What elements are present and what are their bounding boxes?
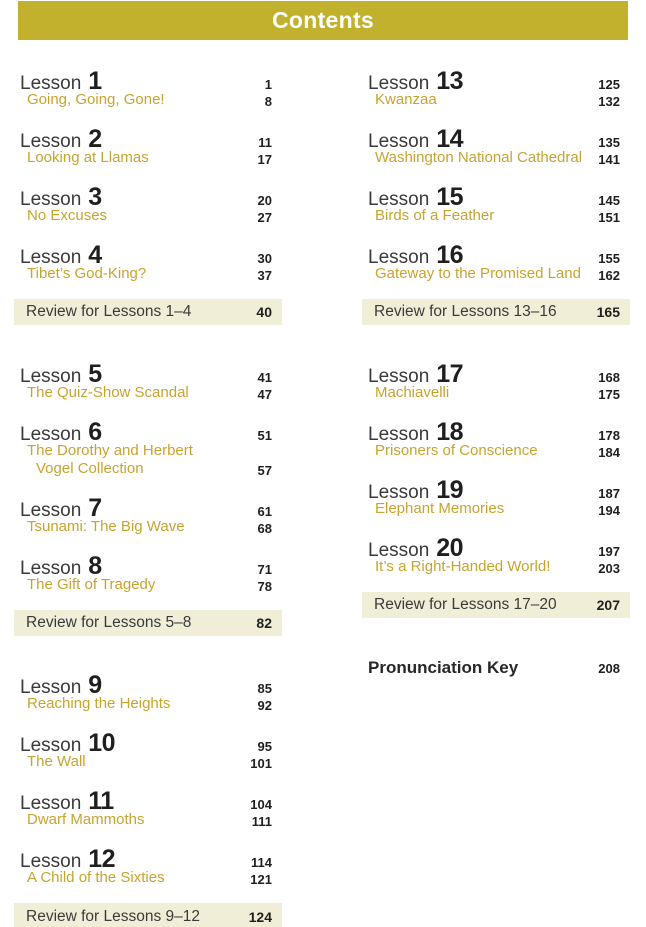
lesson-start-page: 135 <box>598 135 620 150</box>
lesson-title: Kwanzaa <box>375 91 437 108</box>
lesson-title-page: 141 <box>598 152 620 167</box>
lesson-start-page: 197 <box>598 544 620 559</box>
review-bar-lessons-5-8 <box>14 610 282 636</box>
lesson-title-row <box>368 207 620 225</box>
lesson-number: 1 <box>88 67 102 95</box>
lesson-heading-row <box>368 534 620 562</box>
lesson-label: Lesson <box>20 677 82 698</box>
lesson-heading-row <box>20 125 272 153</box>
lesson-label: Lesson <box>20 793 82 814</box>
lesson-label: Lesson <box>20 500 82 521</box>
lesson-title <box>27 442 193 478</box>
lesson-title-row <box>368 384 620 402</box>
lesson-entry-8 <box>14 552 282 594</box>
lesson-heading-row <box>20 552 272 580</box>
lesson-number: 17 <box>436 360 464 388</box>
lesson-entry-12 <box>14 845 282 887</box>
lesson-title: Machiavelli <box>375 384 450 401</box>
lesson-number: 5 <box>88 360 102 388</box>
lesson-entry-6 <box>14 418 282 478</box>
lesson-start-page: 30 <box>257 251 272 266</box>
lesson-entry-19 <box>362 476 630 518</box>
lesson-title-row <box>20 753 272 771</box>
lesson-heading-row <box>20 494 272 522</box>
lesson-number: 15 <box>436 183 464 211</box>
lesson-start-page: 20 <box>257 193 272 208</box>
lesson-number: 18 <box>436 418 464 446</box>
lesson-title-page: 57 <box>257 463 272 478</box>
lesson-label: Lesson <box>368 366 430 387</box>
lesson-number: 20 <box>436 534 464 562</box>
lesson-entry-14 <box>362 125 630 167</box>
lesson-title: Prisoners of Conscience <box>375 442 538 459</box>
lesson-start-page: 11 <box>258 135 272 150</box>
lesson-start-page: 114 <box>251 855 272 870</box>
lesson-number: 16 <box>436 241 464 269</box>
lesson-label: Lesson <box>20 189 82 210</box>
lesson-title: A Child of the Sixties <box>27 869 165 886</box>
pronunciation-key-row <box>362 658 630 678</box>
lesson-heading-row <box>20 67 272 95</box>
review-label: Review for Lessons 9–12 <box>26 907 201 925</box>
review-page: 165 <box>596 304 620 320</box>
lesson-heading-row <box>368 476 620 504</box>
lesson-entry-9 <box>14 671 282 713</box>
lesson-label: Lesson <box>20 735 82 756</box>
lesson-number: 8 <box>88 552 102 580</box>
lesson-title: Tibet’s God-King? <box>27 265 147 282</box>
lesson-number: 19 <box>436 476 464 504</box>
lesson-entry-20 <box>362 534 630 576</box>
lesson-title-page: 121 <box>250 872 272 887</box>
review-label: Review for Lessons 13–16 <box>374 303 557 320</box>
lesson-title-row <box>368 91 620 109</box>
lesson-label: Lesson <box>20 131 82 152</box>
review-bar-lessons-9-12 <box>14 903 282 927</box>
lesson-start-page: 155 <box>598 251 620 266</box>
lesson-label: Lesson <box>20 851 82 872</box>
lesson-start-page: 51 <box>257 428 272 443</box>
lesson-start-page: 178 <box>598 428 620 443</box>
lesson-start-page: 61 <box>257 504 272 519</box>
lesson-title-page: 111 <box>251 814 272 829</box>
lesson-entry-11 <box>14 787 282 829</box>
right-column <box>362 67 630 927</box>
lesson-number: 12 <box>88 845 116 873</box>
lesson-label: Lesson <box>368 247 430 268</box>
lesson-title-page: 8 <box>264 94 272 109</box>
lesson-entry-5 <box>14 360 282 402</box>
lesson-title-row <box>20 384 272 402</box>
lesson-title-page: 203 <box>598 561 620 576</box>
review-label: Review for Lessons 5–8 <box>26 614 192 631</box>
lesson-title-row <box>368 442 620 460</box>
lesson-title: Looking at Llamas <box>27 149 149 166</box>
lesson-heading-row <box>20 183 272 211</box>
lesson-title-row <box>368 500 620 518</box>
lesson-number: 13 <box>436 67 464 95</box>
lesson-heading-row <box>20 845 272 873</box>
lesson-title: The Gift of Tragedy <box>27 576 156 593</box>
lesson-number: 7 <box>88 494 102 522</box>
lesson-title: Elephant Memories <box>375 500 505 517</box>
lesson-heading-row <box>368 418 620 446</box>
review-page: 207 <box>596 597 620 613</box>
lesson-title-row <box>20 811 272 829</box>
lesson-number: 11 <box>88 787 114 815</box>
lesson-title-row <box>20 695 272 713</box>
page-title: Contents <box>271 7 375 33</box>
lesson-entry-10 <box>14 729 282 771</box>
lesson-start-page: 41 <box>257 370 272 385</box>
lesson-title-page: 92 <box>257 698 272 713</box>
lesson-number: 10 <box>88 729 116 757</box>
lesson-label: Lesson <box>368 424 430 445</box>
review-label: Review for Lessons 1–4 <box>26 303 192 320</box>
lesson-title-page: 17 <box>257 152 272 167</box>
lesson-entry-16 <box>362 241 630 283</box>
review-bar-lessons-1-4 <box>14 299 282 325</box>
lesson-heading-row <box>368 241 620 269</box>
lesson-label: Lesson <box>368 482 430 503</box>
lesson-title-row <box>20 91 272 109</box>
lesson-entry-15 <box>362 183 630 225</box>
lesson-title-row <box>20 576 272 594</box>
lesson-heading-row <box>368 360 620 388</box>
lesson-title-line1: The Dorothy and Herbert <box>27 442 193 459</box>
lesson-title-row <box>20 207 272 225</box>
lesson-title-row <box>20 442 272 478</box>
review-bar-lessons-13-16 <box>362 299 630 325</box>
lesson-start-page: 71 <box>257 562 272 577</box>
lesson-title: Gateway to the Promised Land <box>375 265 581 282</box>
lesson-title-page: 78 <box>257 579 272 594</box>
lesson-entry-17 <box>362 360 630 402</box>
lesson-heading-row <box>368 183 620 211</box>
lesson-title-row <box>20 265 272 283</box>
lesson-start-page: 85 <box>257 681 272 696</box>
lesson-label: Lesson <box>368 540 430 561</box>
lesson-title-page: 184 <box>598 445 620 460</box>
lesson-start-page: 125 <box>598 77 620 92</box>
lesson-start-page: 95 <box>257 739 272 754</box>
lesson-heading-row <box>20 671 272 699</box>
lesson-title-page: 194 <box>598 503 620 518</box>
lesson-label: Lesson <box>20 247 82 268</box>
lesson-number: 2 <box>88 125 102 153</box>
lesson-heading-row <box>368 67 620 95</box>
lesson-title-page: 101 <box>250 756 272 771</box>
lesson-title-page: 27 <box>257 210 272 225</box>
lesson-number: 3 <box>88 183 102 211</box>
pronunciation-key-page: 208 <box>598 661 620 676</box>
lesson-number: 4 <box>88 241 102 269</box>
lesson-start-page: 104 <box>250 797 272 812</box>
lesson-label: Lesson <box>368 189 430 210</box>
lesson-start-page: 168 <box>598 370 620 385</box>
lesson-entry-18 <box>362 418 630 460</box>
lesson-start-page: 1 <box>264 77 272 92</box>
lesson-title-page: 132 <box>598 94 620 109</box>
review-page: 40 <box>256 304 272 320</box>
lesson-heading-row <box>20 241 272 269</box>
lesson-title: Tsunami: The Big Wave <box>27 518 185 535</box>
lesson-title-page: 37 <box>257 268 272 283</box>
lesson-title-row <box>20 149 272 167</box>
lesson-title-page: 162 <box>598 268 620 283</box>
lesson-number: 14 <box>436 125 464 153</box>
lesson-start-page: 145 <box>598 193 620 208</box>
lesson-label: Lesson <box>20 424 82 445</box>
lesson-title: Going, Going, Gone! <box>27 91 165 108</box>
page-header-banner <box>18 1 628 40</box>
lesson-start-page: 187 <box>598 486 620 501</box>
lesson-number: 6 <box>88 418 102 446</box>
lesson-heading-row <box>20 360 272 388</box>
lesson-title: No Excuses <box>27 207 108 224</box>
lesson-number: 9 <box>88 671 102 699</box>
lesson-entry-13 <box>362 67 630 109</box>
lesson-title-line2: Vogel Collection <box>36 460 144 477</box>
lesson-heading-row <box>368 125 620 153</box>
lesson-heading-row <box>20 729 272 757</box>
lesson-title-page: 151 <box>598 210 620 225</box>
lesson-title-row <box>368 558 620 576</box>
lesson-title: Washington National Cathedral <box>375 149 583 166</box>
left-column <box>14 67 282 927</box>
review-bar-lessons-17-20 <box>362 592 630 618</box>
lesson-entry-4 <box>14 241 282 283</box>
lesson-entry-2 <box>14 125 282 167</box>
lesson-title: The Quiz-Show Scandal <box>27 384 189 401</box>
pronunciation-key-label: Pronunciation Key <box>368 658 519 677</box>
lesson-title-page: 175 <box>598 387 620 402</box>
lesson-label: Lesson <box>20 558 82 579</box>
lesson-heading-row <box>20 787 272 815</box>
lesson-title-row <box>368 149 620 167</box>
lesson-title-row <box>20 869 272 887</box>
toc-columns <box>14 67 630 927</box>
lesson-title: Reaching the Heights <box>27 695 171 712</box>
lesson-title-row <box>20 518 272 536</box>
lesson-entry-3 <box>14 183 282 225</box>
lesson-label: Lesson <box>368 131 430 152</box>
review-page: 124 <box>248 908 272 925</box>
lesson-title-page: 68 <box>257 521 272 536</box>
lesson-entry-7 <box>14 494 282 536</box>
lesson-title: Birds of a Feather <box>375 207 495 224</box>
lesson-title-row <box>368 265 620 283</box>
lesson-label: Lesson <box>368 73 430 94</box>
review-label: Review for Lessons 17–20 <box>374 596 557 613</box>
lesson-heading-row <box>20 418 272 446</box>
lesson-label: Lesson <box>20 73 82 94</box>
lesson-title: Dwarf Mammoths <box>27 811 145 828</box>
review-page: 82 <box>256 615 272 631</box>
lesson-title: The Wall <box>27 753 86 770</box>
lesson-label: Lesson <box>20 366 82 387</box>
lesson-title-page: 47 <box>257 387 272 402</box>
lesson-entry-1 <box>14 67 282 109</box>
lesson-title: It’s a Right-Handed World! <box>375 558 551 575</box>
